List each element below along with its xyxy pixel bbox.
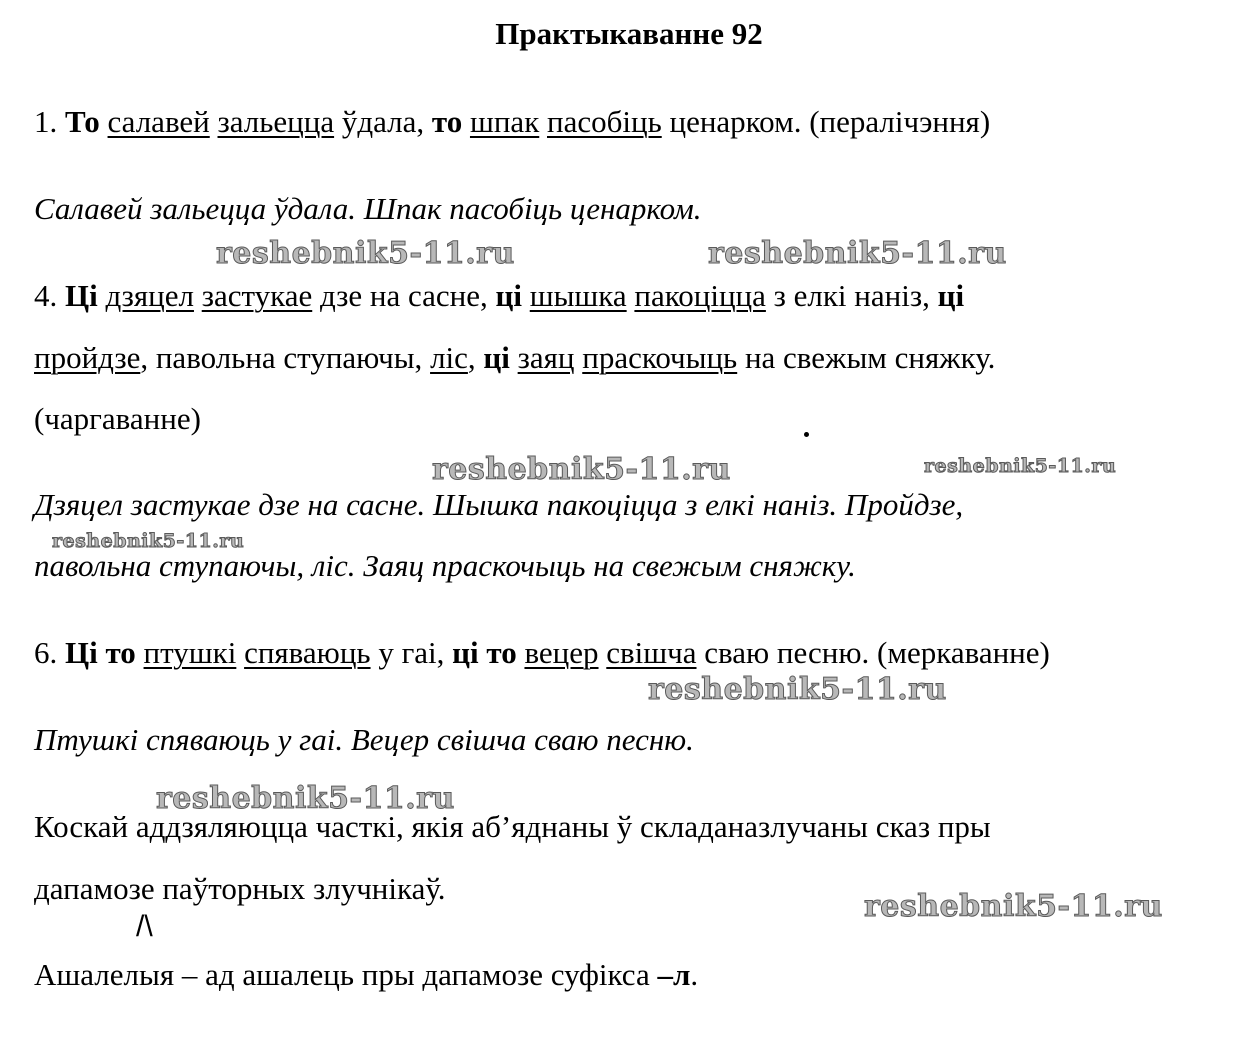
punctuation-note-line2: дапамозе паўторных злучнікаў. xyxy=(34,871,446,906)
suffix: –л xyxy=(657,957,691,992)
predicate: зальецца xyxy=(217,104,335,139)
predicate: свішча xyxy=(606,635,697,670)
watermark: reshebnik5-11.ru xyxy=(156,781,455,816)
predicate: пройдзе xyxy=(34,340,141,375)
subject: салавей xyxy=(107,104,210,139)
exercise-4-type: (чаргаванне) xyxy=(34,401,201,436)
particle: Ці xyxy=(65,278,98,313)
exercise-6-sentence: 6. Ці то птушкі спяваюць у гаі, ці то вецер свішча сваю песню. (меркаванне) xyxy=(34,635,1050,670)
particle: То xyxy=(65,104,100,139)
stray-dot xyxy=(804,432,809,437)
exercise-number: 4. xyxy=(34,278,58,313)
particle: ці xyxy=(495,278,522,313)
subject: птушкі xyxy=(143,635,237,670)
punctuation-note-line1: Коскай аддзяляюцца часткі, якія аб’яднаны ў складаназлучаны сказ пры xyxy=(34,809,991,844)
watermark: reshebnik5-11.ru xyxy=(52,530,245,552)
watermark: reshebnik5-11.ru xyxy=(708,236,1007,271)
exercise-4-answer-line1: Дзяцел застукае дзе на сасне. Шышка пакоціцца з елкі наніз. Пройдзе, xyxy=(34,487,964,522)
predicate: пакоціцца xyxy=(634,278,766,313)
particle: ці то xyxy=(452,635,517,670)
exercise-4-answer-line2: павольна ступаючы, ліс. Заяц праскочыць на свежым сняжку. xyxy=(34,548,856,583)
exercise-6-answer: Птушкі спяваюць у гаі. Вецер свішча сваю песню. xyxy=(34,722,694,757)
exercise-1-answer: Салавей зальецца ўдала. Шпак пасобіць ценарком. xyxy=(34,191,702,226)
subject: ліс xyxy=(430,340,468,375)
subject: шышка xyxy=(529,278,627,313)
subject: вецер xyxy=(524,635,599,670)
exercise-4-sentence-line2: пройдзе, павольна ступаючы, ліс, ці заяц праскочыць на свежым сняжку. xyxy=(34,340,996,375)
exercise-number: 1. xyxy=(34,104,58,139)
watermark: reshebnik5-11.ru xyxy=(924,455,1117,477)
predicate: праскочыць xyxy=(582,340,738,375)
caret-mark: /\ xyxy=(136,910,153,943)
watermark: reshebnik5-11.ru xyxy=(432,452,731,487)
subject: дзяцел xyxy=(105,278,194,313)
predicate: пасобіць xyxy=(547,104,662,139)
subject: заяц xyxy=(517,340,575,375)
page-title: Практыкаванне 92 xyxy=(495,16,763,51)
particle: ці xyxy=(483,340,510,375)
particle: то xyxy=(431,104,463,139)
exercise-4-sentence-line1: 4. Ці дзяцел застукае дзе на сасне, ці шышка пакоціцца з елкі наніз, ці xyxy=(34,278,965,313)
predicate: спяваюць xyxy=(244,635,371,670)
word-formation-note: Ашалелыя – ад ашалець пры дапамозе суфікса –л. xyxy=(34,957,699,992)
particle: ці xyxy=(937,278,965,313)
exercise-number: 6. xyxy=(34,635,58,670)
watermark: reshebnik5-11.ru xyxy=(648,672,947,707)
particle: Ці то xyxy=(65,635,136,670)
predicate: застукае xyxy=(201,278,313,313)
subject: шпак xyxy=(469,104,540,139)
watermark: reshebnik5-11.ru xyxy=(864,889,1163,924)
exercise-1-sentence: 1. То салавей зальецца ўдала, то шпак пасобіць ценарком. (пералічэння) xyxy=(34,104,991,139)
watermark: reshebnik5-11.ru xyxy=(216,236,515,271)
